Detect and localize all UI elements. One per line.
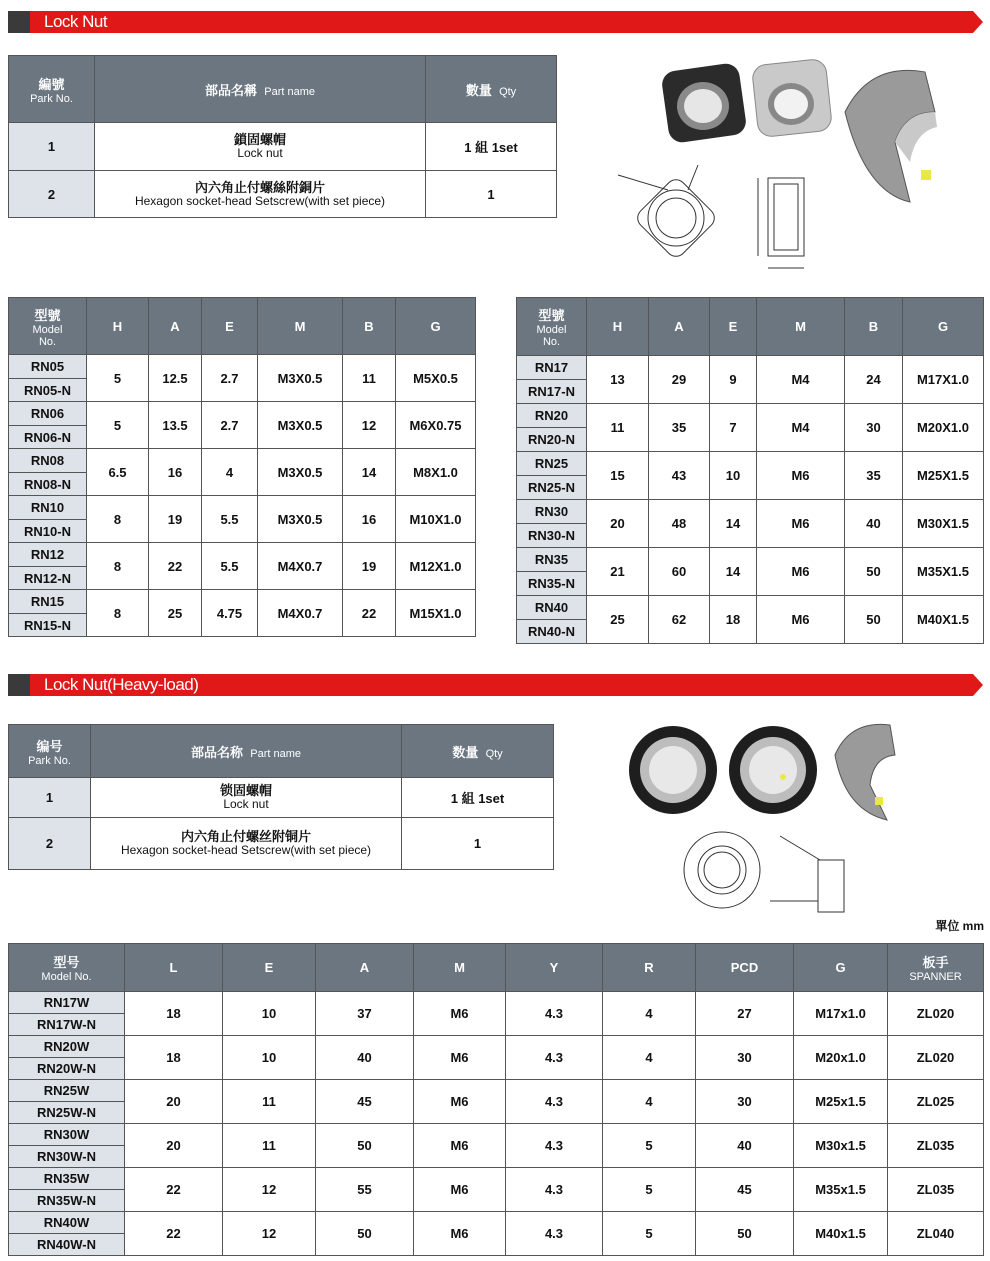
heavy-half-nut-image <box>835 724 895 820</box>
value-cell-a: 62 <box>649 596 710 644</box>
header-y: Y <box>506 944 603 992</box>
value-cell-b: 19 <box>343 543 396 590</box>
model-cell: RN08-N <box>9 473 87 496</box>
model-cell: RN25 <box>517 452 587 476</box>
value-cell-a: 22 <box>149 543 202 590</box>
value-cell-h: 15 <box>587 452 649 500</box>
value-cell-a: 45 <box>316 1080 414 1124</box>
value-cell-e: 10 <box>710 452 757 500</box>
value-cell-m: M6 <box>757 452 845 500</box>
value-cell-b: 22 <box>343 590 396 637</box>
header-g: G <box>903 298 984 356</box>
table-row <box>517 452 984 476</box>
value-cell-g: M25x1.5 <box>794 1080 888 1124</box>
value-cell-a: 13.5 <box>149 402 202 449</box>
value-cell-e: 11 <box>223 1124 316 1168</box>
value-cell-e: 11 <box>223 1080 316 1124</box>
value-cell-a: 25 <box>149 590 202 637</box>
value-cell-e: 14 <box>710 548 757 596</box>
header-b: B <box>343 298 396 355</box>
value-cell-m: M6 <box>757 596 845 644</box>
header-e: E <box>223 944 316 992</box>
model-cell: RN20 <box>517 404 587 428</box>
model-cell: RN20W-N <box>9 1058 125 1080</box>
value-cell-pcd: 50 <box>696 1212 794 1256</box>
model-cell: RN25-N <box>517 476 587 500</box>
lock-nut-drawing <box>608 160 828 280</box>
value-cell-s: ZL040 <box>888 1212 984 1256</box>
value-cell-e: 18 <box>710 596 757 644</box>
value-cell-b: 50 <box>845 596 903 644</box>
model-cell: RN08 <box>9 449 87 473</box>
value-cell-m: M6 <box>414 1036 506 1080</box>
value-cell-b: 24 <box>845 356 903 404</box>
value-cell-g: M30X1.5 <box>903 500 984 548</box>
value-cell-b: 40 <box>845 500 903 548</box>
value-cell-h: 21 <box>587 548 649 596</box>
value-cell-a: 43 <box>649 452 710 500</box>
header-m: M <box>757 298 845 356</box>
model-cell: RN25W-N <box>9 1102 125 1124</box>
value-cell-e: 2.7 <box>202 402 258 449</box>
value-cell-s: ZL035 <box>888 1168 984 1212</box>
table-row <box>9 402 476 426</box>
value-cell-m: M6 <box>757 548 845 596</box>
value-cell-g: M20X1.0 <box>903 404 984 452</box>
value-cell-h: 20 <box>587 500 649 548</box>
value-cell-g: M40x1.5 <box>794 1212 888 1256</box>
value-cell-g: M5X0.5 <box>396 355 476 402</box>
value-cell-y: 4.3 <box>506 1124 603 1168</box>
value-cell-g: M17X1.0 <box>903 356 984 404</box>
value-cell-g: M35x1.5 <box>794 1168 888 1212</box>
value-cell-g: M25X1.5 <box>903 452 984 500</box>
model-cell: RN17 <box>517 356 587 380</box>
value-cell-b: 11 <box>343 355 396 402</box>
value-cell-l: 20 <box>125 1080 223 1124</box>
model-cell: RN40 <box>517 596 587 620</box>
header-h: H <box>587 298 649 356</box>
value-cell-l: 20 <box>125 1124 223 1168</box>
header-spanner: 板手 SPANNER <box>888 944 984 992</box>
value-cell-a: 12.5 <box>149 355 202 402</box>
value-cell-pcd: 45 <box>696 1168 794 1212</box>
table-row <box>517 500 984 524</box>
value-cell-l: 18 <box>125 1036 223 1080</box>
value-cell-r: 4 <box>603 1036 696 1080</box>
value-cell-r: 4 <box>603 992 696 1036</box>
value-cell-b: 30 <box>845 404 903 452</box>
header-a: A <box>649 298 710 356</box>
value-cell-e: 2.7 <box>202 355 258 402</box>
value-cell-a: 40 <box>316 1036 414 1080</box>
header-pcd: PCD <box>696 944 794 992</box>
table-row <box>517 548 984 572</box>
value-cell-r: 4 <box>603 1080 696 1124</box>
value-cell-h: 8 <box>87 543 149 590</box>
value-cell-e: 4.75 <box>202 590 258 637</box>
model-cell: RN06 <box>9 402 87 426</box>
header-park-no: 編號 Park No. <box>9 56 95 123</box>
header-part-name: 部品名稱 Part name <box>95 56 426 123</box>
heavy-lock-nut-drawing <box>680 826 860 918</box>
value-cell-h: 8 <box>87 590 149 637</box>
header-qty: 數量 Qty <box>426 56 557 123</box>
table-row <box>517 404 984 428</box>
parts-table <box>8 55 557 218</box>
value-cell-r: 5 <box>603 1212 696 1256</box>
header-park-no: 编号 Park No. <box>9 725 91 778</box>
model-cell: RN40-N <box>517 620 587 644</box>
model-cell: RN20W <box>9 1036 125 1058</box>
value-cell-m: M3X0.5 <box>258 449 343 496</box>
value-cell-a: 60 <box>649 548 710 596</box>
value-cell-m: M4 <box>757 356 845 404</box>
header-g: G <box>794 944 888 992</box>
table-row <box>517 596 984 620</box>
value-cell-y: 4.3 <box>506 1036 603 1080</box>
value-cell-s: ZL025 <box>888 1080 984 1124</box>
model-cell: RN17W-N <box>9 1014 125 1036</box>
model-cell: RN05-N <box>9 379 87 402</box>
model-cell: RN35 <box>517 548 587 572</box>
header-e: E <box>202 298 258 355</box>
value-cell-b: 35 <box>845 452 903 500</box>
value-cell-h: 6.5 <box>87 449 149 496</box>
model-cell: RN35W <box>9 1168 125 1190</box>
value-cell-h: 8 <box>87 496 149 543</box>
section-banner-heavy-load <box>8 674 983 696</box>
model-cell: RN20-N <box>517 428 587 452</box>
value-cell-m: M4X0.7 <box>258 590 343 637</box>
header-g: G <box>396 298 476 355</box>
model-cell: RN15 <box>9 590 87 614</box>
value-cell-y: 4.3 <box>506 992 603 1036</box>
table-row <box>9 1212 984 1234</box>
value-cell-b: 12 <box>343 402 396 449</box>
value-cell-b: 16 <box>343 496 396 543</box>
model-cell: RN35W-N <box>9 1190 125 1212</box>
model-cell: RN05 <box>9 355 87 379</box>
table-row: 1 鎖固螺帽 Lock nut 1 組 1set <box>9 123 557 171</box>
model-cell: RN30W <box>9 1124 125 1146</box>
table-row <box>9 1036 984 1058</box>
model-cell: RN40W <box>9 1212 125 1234</box>
value-cell-g: M6X0.75 <box>396 402 476 449</box>
value-cell-m: M6 <box>414 992 506 1036</box>
header-h: H <box>87 298 149 355</box>
value-cell-g: M15X1.0 <box>396 590 476 637</box>
black-square-nut-image <box>660 62 747 144</box>
dimension-table-right <box>516 297 984 644</box>
value-cell-m: M4 <box>757 404 845 452</box>
header-l: L <box>125 944 223 992</box>
value-cell-pcd: 27 <box>696 992 794 1036</box>
header-m: M <box>258 298 343 355</box>
unit-label: 單位 mm <box>935 919 984 933</box>
value-cell-y: 4.3 <box>506 1080 603 1124</box>
value-cell-e: 14 <box>710 500 757 548</box>
value-cell-pcd: 40 <box>696 1124 794 1168</box>
value-cell-b: 50 <box>845 548 903 596</box>
table-row <box>9 496 476 520</box>
parts-table-heavy <box>8 724 554 870</box>
model-cell: RN06-N <box>9 426 87 449</box>
model-cell: RN10 <box>9 496 87 520</box>
value-cell-r: 5 <box>603 1124 696 1168</box>
model-cell: RN17-N <box>517 380 587 404</box>
heavy-nut-image-2 <box>729 726 817 814</box>
value-cell-pcd: 30 <box>696 1080 794 1124</box>
value-cell-e: 10 <box>223 1036 316 1080</box>
model-cell: RN40W-N <box>9 1234 125 1256</box>
value-cell-g: M8X1.0 <box>396 449 476 496</box>
value-cell-g: M17x1.0 <box>794 992 888 1036</box>
value-cell-l: 18 <box>125 992 223 1036</box>
model-cell: RN12-N <box>9 567 87 590</box>
value-cell-m: M6 <box>757 500 845 548</box>
table-row <box>9 543 476 567</box>
value-cell-m: M3X0.5 <box>258 402 343 449</box>
header-model: 型號 Model No. <box>517 298 587 356</box>
model-cell: RN30-N <box>517 524 587 548</box>
value-cell-a: 29 <box>649 356 710 404</box>
table-row <box>9 355 476 379</box>
value-cell-a: 50 <box>316 1124 414 1168</box>
value-cell-l: 22 <box>125 1168 223 1212</box>
value-cell-m: M6 <box>414 1124 506 1168</box>
heavy-nut-image-1 <box>629 726 717 814</box>
model-cell: RN30W-N <box>9 1146 125 1168</box>
value-cell-y: 4.3 <box>506 1212 603 1256</box>
table-row <box>9 992 984 1014</box>
header-m: M <box>414 944 506 992</box>
table-row <box>9 449 476 473</box>
value-cell-m: M6 <box>414 1212 506 1256</box>
value-cell-a: 37 <box>316 992 414 1036</box>
value-cell-e: 7 <box>710 404 757 452</box>
header-a: A <box>316 944 414 992</box>
value-cell-h: 13 <box>587 356 649 404</box>
value-cell-e: 12 <box>223 1168 316 1212</box>
section-title: Lock Nut(Heavy-load) <box>44 675 199 694</box>
value-cell-a: 16 <box>149 449 202 496</box>
value-cell-g: M40X1.5 <box>903 596 984 644</box>
model-cell: RN35-N <box>517 572 587 596</box>
value-cell-l: 22 <box>125 1212 223 1256</box>
table-row: 2 內六角止付螺絲附銅片 Hexagon socket-head Setscrew(with set piece) 1 <box>9 171 557 218</box>
value-cell-e: 4 <box>202 449 258 496</box>
half-nut-cutaway-image <box>845 70 937 202</box>
heavy-lock-nut-photos <box>625 715 905 825</box>
value-cell-g: M35X1.5 <box>903 548 984 596</box>
value-cell-m: M6 <box>414 1168 506 1212</box>
header-b: B <box>845 298 903 356</box>
table-row <box>517 356 984 380</box>
value-cell-y: 4.3 <box>506 1168 603 1212</box>
header-e: E <box>710 298 757 356</box>
table-row: 1 锁固螺帽 Lock nut 1 組 1set <box>9 778 554 818</box>
value-cell-h: 5 <box>87 355 149 402</box>
model-cell: RN15-N <box>9 614 87 637</box>
table-row <box>9 590 476 614</box>
value-cell-g: M10X1.0 <box>396 496 476 543</box>
value-cell-e: 10 <box>223 992 316 1036</box>
model-cell: RN17W <box>9 992 125 1014</box>
header-model: 型號 Model No. <box>9 298 87 355</box>
model-cell: RN25W <box>9 1080 125 1102</box>
value-cell-a: 55 <box>316 1168 414 1212</box>
value-cell-e: 9 <box>710 356 757 404</box>
value-cell-r: 5 <box>603 1168 696 1212</box>
value-cell-g: M30x1.5 <box>794 1124 888 1168</box>
value-cell-a: 35 <box>649 404 710 452</box>
dimension-table-heavy <box>8 943 984 1256</box>
section-title: Lock Nut <box>44 12 108 31</box>
header-model: 型号 Model No. <box>9 944 125 992</box>
dimension-table-left <box>8 297 476 637</box>
header-r: R <box>603 944 696 992</box>
value-cell-h: 25 <box>587 596 649 644</box>
value-cell-m: M3X0.5 <box>258 355 343 402</box>
table-row <box>9 1080 984 1102</box>
table-row <box>9 1168 984 1190</box>
value-cell-a: 19 <box>149 496 202 543</box>
value-cell-m: M6 <box>414 1080 506 1124</box>
model-cell: RN30 <box>517 500 587 524</box>
value-cell-s: ZL020 <box>888 992 984 1036</box>
silver-square-nut-image <box>751 58 832 137</box>
value-cell-h: 11 <box>587 404 649 452</box>
value-cell-e: 5.5 <box>202 543 258 590</box>
value-cell-b: 14 <box>343 449 396 496</box>
header-part-name: 部品名称 Part name <box>91 725 402 778</box>
value-cell-a: 50 <box>316 1212 414 1256</box>
value-cell-m: M4X0.7 <box>258 543 343 590</box>
value-cell-h: 5 <box>87 402 149 449</box>
table-row: 2 内六角止付螺丝附铜片 Hexagon socket-head Setscrew(with set piece) 1 <box>9 818 554 870</box>
header-qty: 数量 Qty <box>402 725 554 778</box>
header-a: A <box>149 298 202 355</box>
value-cell-a: 48 <box>649 500 710 548</box>
value-cell-s: ZL020 <box>888 1036 984 1080</box>
value-cell-m: M3X0.5 <box>258 496 343 543</box>
value-cell-g: M12X1.0 <box>396 543 476 590</box>
table-row <box>9 1124 984 1146</box>
section-banner-lock-nut <box>8 11 983 33</box>
model-cell: RN12 <box>9 543 87 567</box>
value-cell-e: 5.5 <box>202 496 258 543</box>
model-cell: RN10-N <box>9 520 87 543</box>
value-cell-e: 12 <box>223 1212 316 1256</box>
value-cell-pcd: 30 <box>696 1036 794 1080</box>
value-cell-g: M20x1.0 <box>794 1036 888 1080</box>
value-cell-s: ZL035 <box>888 1124 984 1168</box>
